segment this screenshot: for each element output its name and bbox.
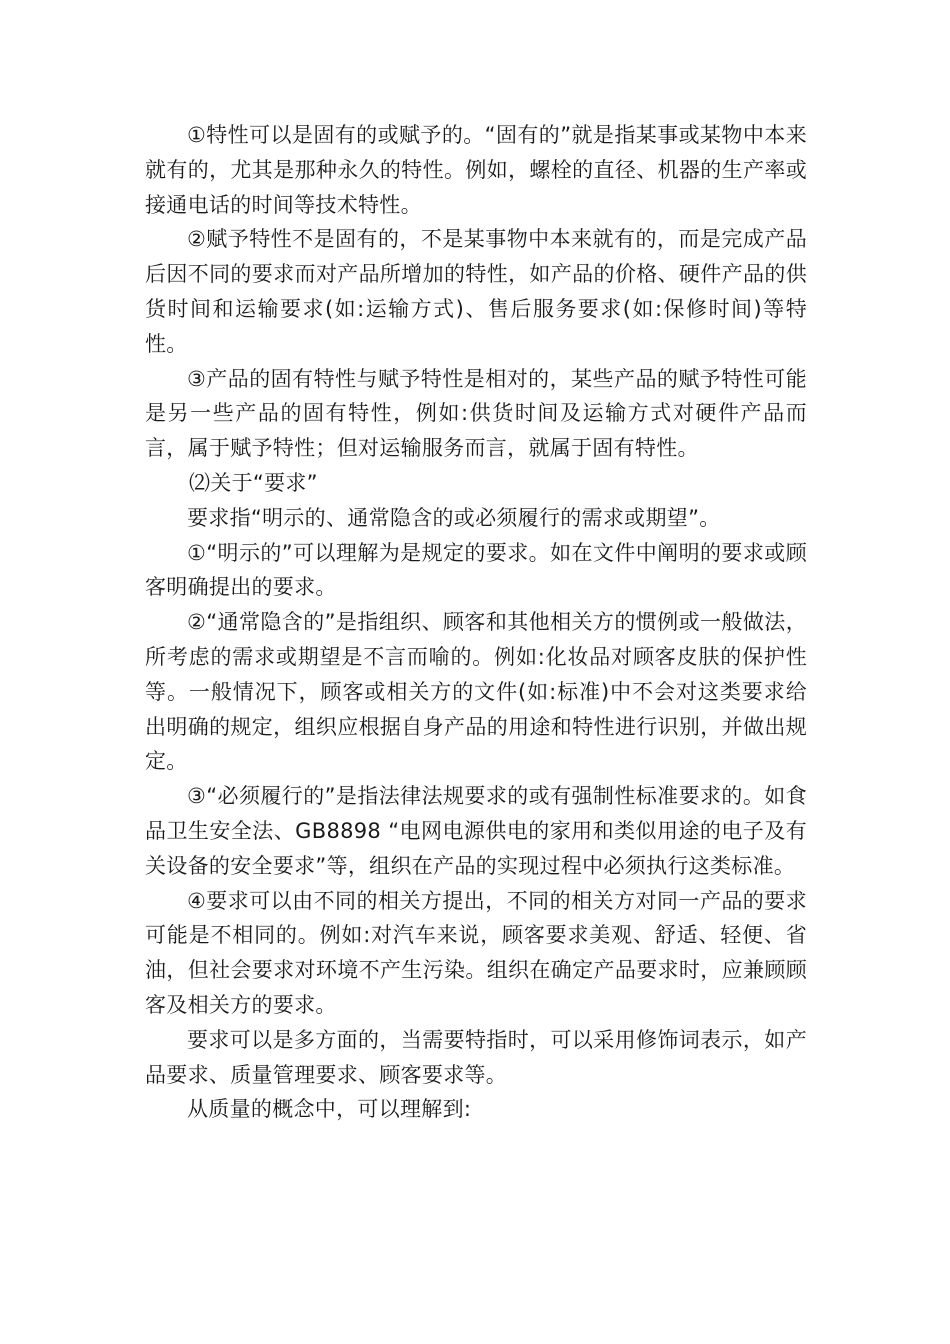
paragraph-quality-concept-intro: 从质量的概念中，可以理解到:: [187, 1097, 472, 1122]
paragraph-requirement-qualifiers: 要求可以是多方面的，当需要特指时，可以采用修饰词表示，如产品要求、质量管理要求、顾客要求等。: [145, 1027, 807, 1087]
paragraph-assigned-characteristics: ②赋予特性不是固有的，不是某事物中本来就有的，而是完成产品后因不同的要求而对产品所增加的特性，如产品的价格、硬件产品的供货时间和运输要求(如:运输方式)、售后服务要求(如:保修时间)等特性。: [145, 227, 807, 356]
paragraph-relative-characteristics: ③产品的固有特性与赋予特性是相对的，某些产品的赋予特性可能是另一些产品的固有特性，例如:供货时间及运输方式对硬件产品而言，属于赋予特性；但对运输服务而言，就属于固有特性。: [145, 366, 807, 461]
paragraph-stakeholder-requirement: ④要求可以由不同的相关方提出，不同的相关方对同一产品的要求可能是不相同的。例如:对汽车来说，顾客要求美观、舒适、轻便、省油，但社会要求对环境不产生污染。组织在确定产品要求时，应兼顾顾客及相关方的要求。: [145, 888, 807, 1017]
paragraph-inherent-characteristics: ①特性可以是固有的或赋予的。“固有的”就是指某事或某物中本来就有的，尤其是那种永久的特性。例如，螺栓的直径、机器的生产率或接通电话的时间等技术特性。: [145, 123, 807, 217]
paragraph-mandatory-requirement: ③“必须履行的”是指法律法规要求的或有强制性标准要求的。如食品卫生安全法、GB8898 “电网电源供电的家用和类似用途的电子及有关设备的安全要求”等，组织在产品的实现过程中必须执行这类标准。: [145, 784, 807, 878]
section-heading-requirements: ⑵关于“要求”: [189, 470, 318, 495]
document-page: [145, 118, 807, 1127]
paragraph-implied-requirement: ②“通常隐含的”是指组织、顾客和其他相关方的惯例或一般做法，所考虑的需求或期望是不言而喻的。例如:化妆品对顾客皮肤的保护性等。一般情况下，顾客或相关方的文件(如:标准)中不会对这类要求给出明确的规定，组织应根据自身产品的用途和特性进行识别，并做出规定。: [145, 610, 807, 774]
paragraph-requirement-definition: 要求指“明示的、通常隐含的或必须履行的需求或期望”。: [187, 505, 721, 530]
paragraph-explicit-requirement: ①“明示的”可以理解为是规定的要求。如在文件中阐明的要求或顾客明确提出的要求。: [145, 540, 807, 600]
